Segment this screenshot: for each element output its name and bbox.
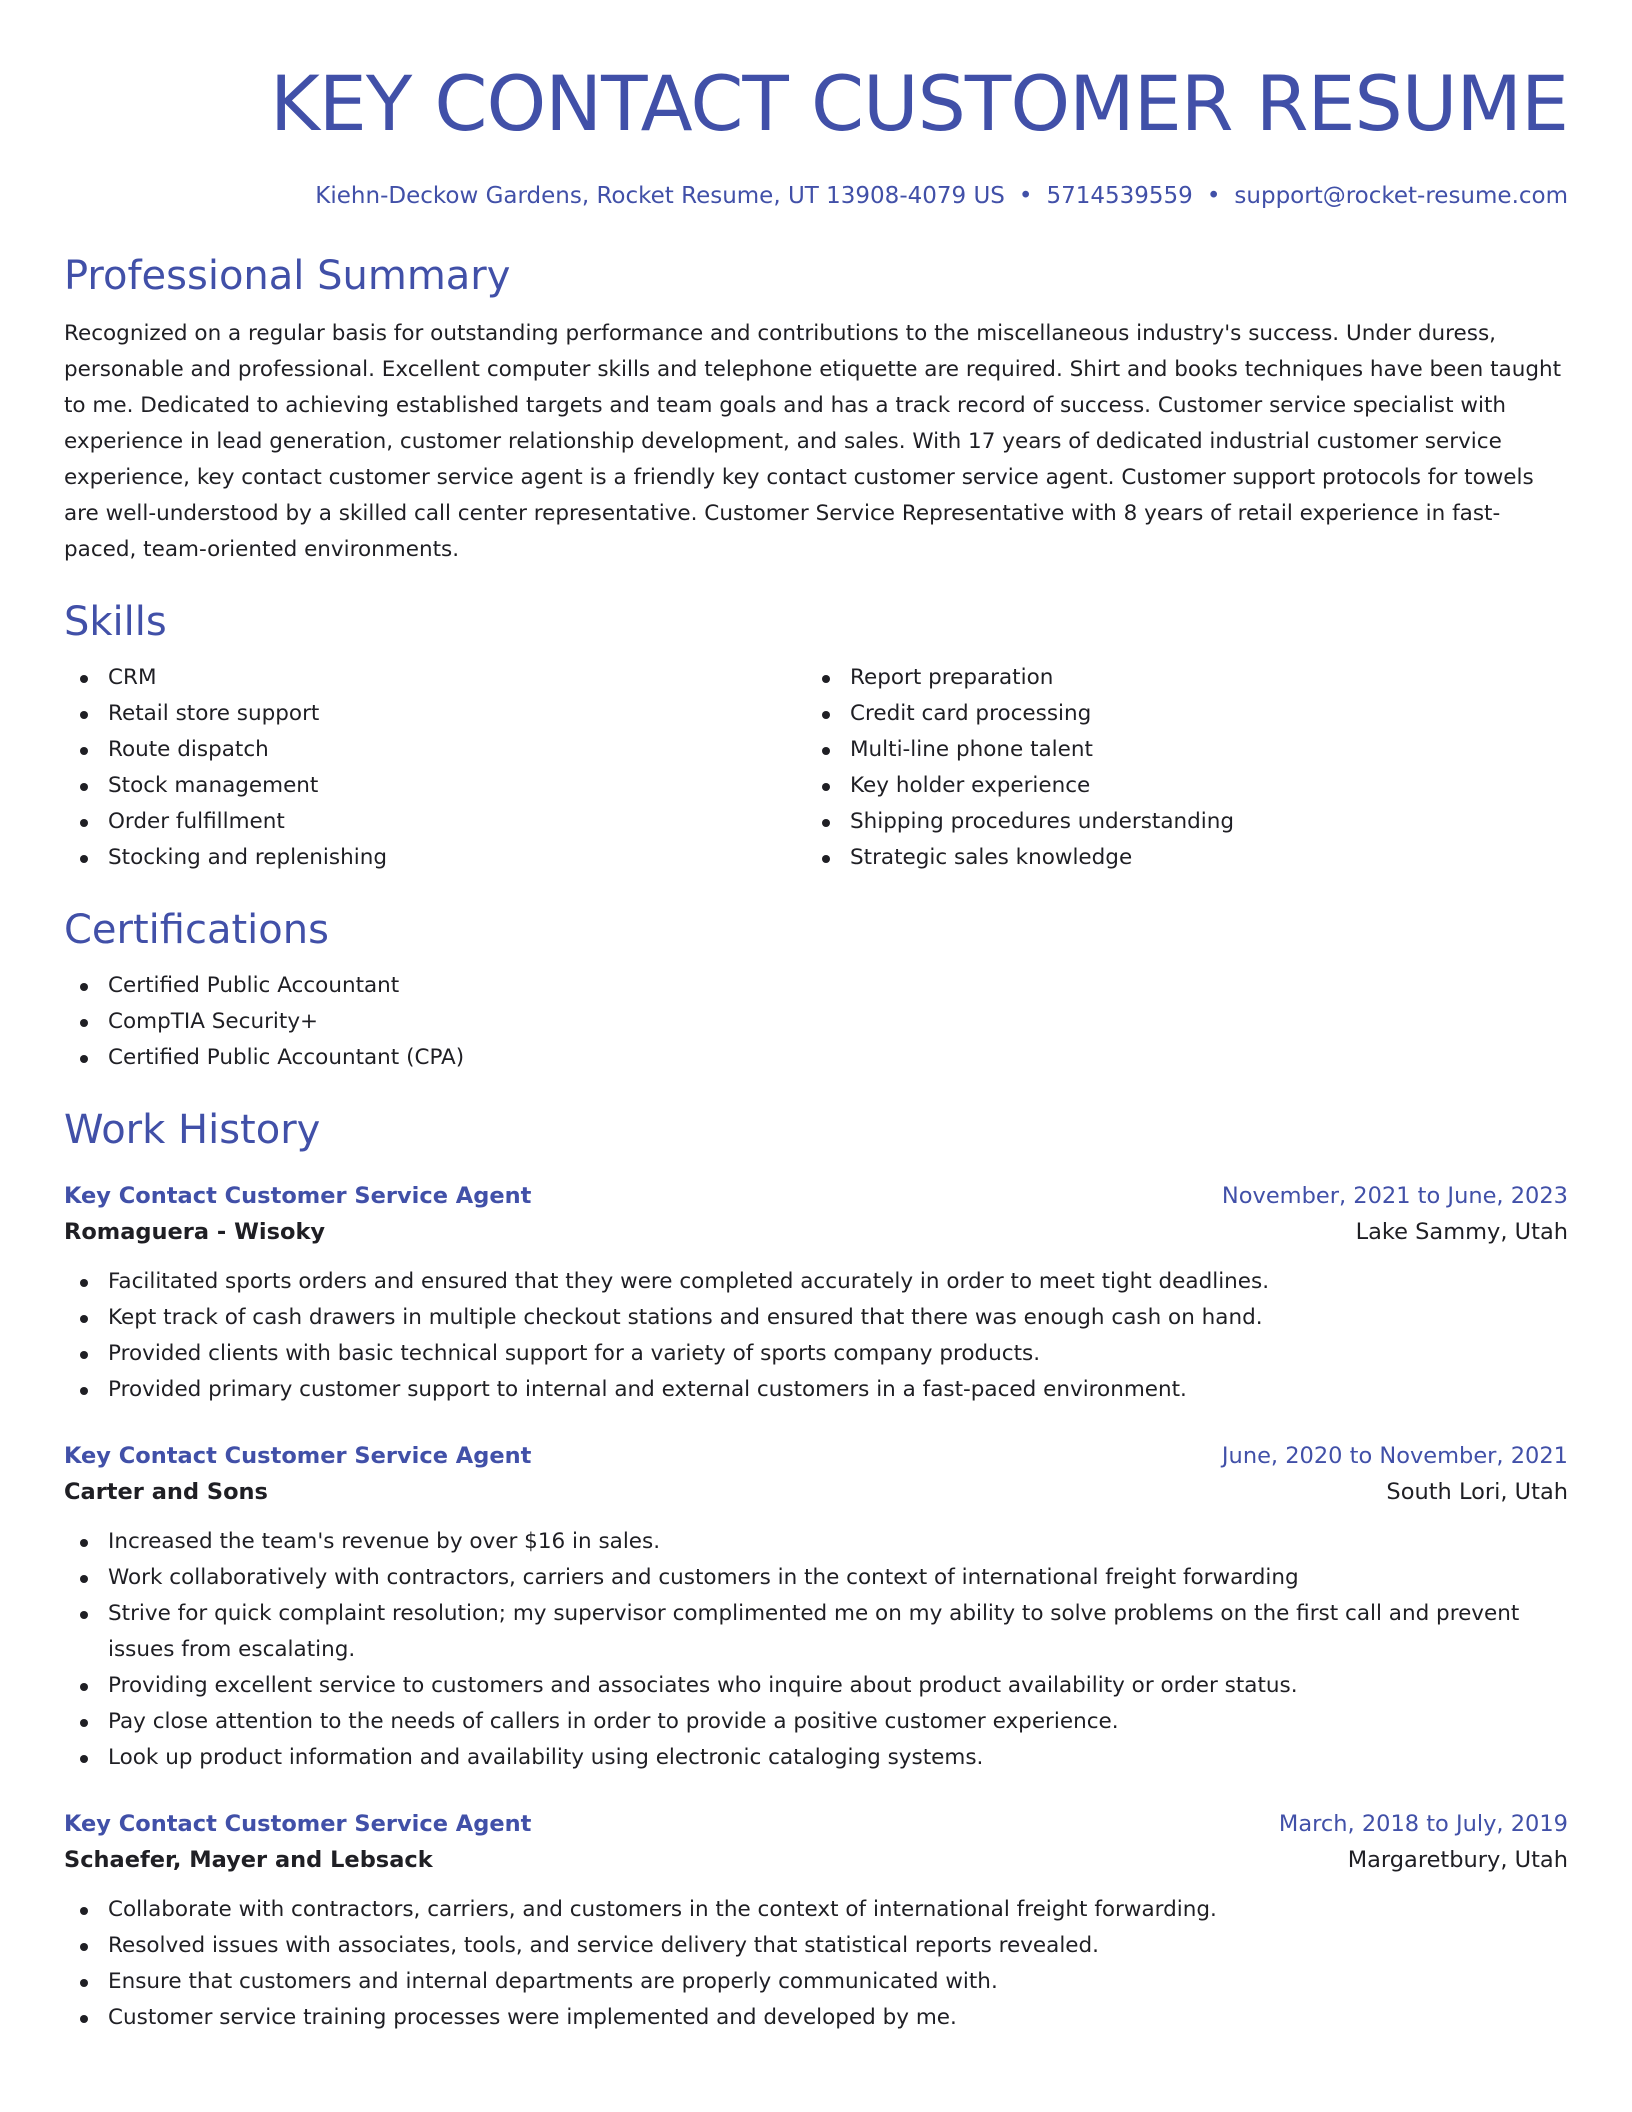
job-duty-item: Facilitated sports orders and ensured that they were completed accurately in order to meet tight deadlines. (64, 1264, 1568, 1300)
skill-item: Shipping procedures understanding (806, 804, 1548, 840)
job-employer-row (64, 1842, 1568, 1878)
job-title: Key Contact Customer Service Agent (64, 1811, 532, 1837)
job-duty-item: Customer service training processes were implemented and developed by me. (64, 2000, 1568, 2036)
skills-list-left (64, 660, 806, 876)
contact-separator: • (1018, 183, 1033, 209)
certifications-heading: Certifications (64, 907, 329, 953)
skill-item: Order fulfillment (64, 804, 806, 840)
job-employer-row (64, 1214, 1568, 1250)
job-duty-item: Increased the team's revenue by over $16 in sales. (64, 1524, 1568, 1560)
skill-item: Report preparation (806, 660, 1548, 696)
job-duty-item: Pay close attention to the needs of callers in order to provide a positive customer experience. (64, 1704, 1568, 1740)
job-dates: June, 2020 to November, 2021 (1221, 1443, 1568, 1469)
skills-grid (64, 660, 1568, 876)
contact-phone[interactable]: 5714539559 (1046, 183, 1193, 209)
job-location: Lake Sammy, Utah (1355, 1219, 1568, 1245)
job-duty-item: Collaborate with contractors, carriers, and customers in the context of international freight forwarding. (64, 1892, 1568, 1928)
skill-item: Key holder experience (806, 768, 1548, 804)
certification-item: Certified Public Accountant (64, 968, 1568, 1004)
job-header-row (64, 1178, 1568, 1214)
skills-list-right (806, 660, 1548, 876)
skill-item: Retail store support (64, 696, 806, 732)
skill-item: Stock management (64, 768, 806, 804)
job-title: Key Contact Customer Service Agent (64, 1183, 532, 1209)
job-duties-list (64, 1892, 1568, 2036)
work-history-heading: Work History (64, 1107, 321, 1153)
job-duty-item: Providing excellent service to customers and associates who inquire about product availability or order status. (64, 1668, 1568, 1704)
job-entry (64, 1178, 1568, 1408)
contact-separator: • (1206, 183, 1221, 209)
job-employer-row (64, 1474, 1568, 1510)
job-header-row (64, 1806, 1568, 1842)
job-duty-item: Look up product information and availability using electronic cataloging systems. (64, 1740, 1568, 1776)
job-duties-list (64, 1264, 1568, 1408)
job-header-row (64, 1438, 1568, 1474)
job-duty-item: Ensure that customers and internal departments are properly communicated with. (64, 1964, 1568, 2000)
resume-title: KEY CONTACT CUSTOMER RESUME (269, 59, 1568, 148)
job-duty-item: Kept track of cash drawers in multiple checkout stations and ensured that there was enough cash on hand. (64, 1300, 1568, 1336)
job-company: Carter and Sons (64, 1479, 268, 1505)
job-duty-item: Work collaboratively with contractors, carriers and customers in the context of international freight forwarding (64, 1560, 1568, 1596)
job-duty-item: Provided clients with basic technical support for a variety of sports company products. (64, 1336, 1568, 1372)
skill-item: Strategic sales knowledge (806, 840, 1548, 876)
skill-item: Stocking and replenishing (64, 840, 806, 876)
skill-item: Route dispatch (64, 732, 806, 768)
resume-page (64, 0, 1568, 2036)
job-duty-item: Provided primary customer support to internal and external customers in a fast-paced environment. (64, 1372, 1568, 1408)
summary-text: Recognized on a regular basis for outstanding performance and contributions to the miscellaneous industry's success. Under duress, personable and professional. Excellent computer skills and telephone etiquette are required. Shirt and books techniques have been taught to me. Dedicated to achieving established targets and team goals and has a track record of success. Customer service specialist with experience in lead generation, customer relationship development, and sales. With 17 years of dedicated industrial customer service experience, key contact customer service agent is a friendly key contact customer service agent. Customer support protocols for towels are well-understood by a skilled call center representative. Customer Service Representative with 8 years of retail experience in fast-paced, team-oriented environments. (64, 321, 1562, 562)
job-location: South Lori, Utah (1386, 1479, 1568, 1505)
job-duties-list (64, 1524, 1568, 1776)
certification-item: Certified Public Accountant (CPA) (64, 1040, 1568, 1076)
job-duty-item: Strive for quick complaint resolution; my supervisor complimented me on my ability to solve problems on the first call and prevent issues from escalating. (64, 1596, 1568, 1668)
job-title: Key Contact Customer Service Agent (64, 1443, 532, 1469)
skills-heading: Skills (64, 599, 167, 645)
certifications-list (64, 968, 1568, 1076)
certification-item: CompTIA Security+ (64, 1004, 1568, 1040)
contact-address: Kiehn-Deckow Gardens, Rocket Resume, UT 13908-4079 US (315, 183, 1005, 209)
job-dates: November, 2021 to June, 2023 (1221, 1183, 1568, 1209)
job-duty-item: Resolved issues with associates, tools, and service delivery that statistical reports revealed. (64, 1928, 1568, 1964)
contact-line (64, 180, 1568, 212)
skill-item: Credit card processing (806, 696, 1548, 732)
summary-heading: Professional Summary (64, 253, 511, 299)
job-entry (64, 1438, 1568, 1776)
skills-column-right (806, 660, 1548, 876)
job-company: Schaefer, Mayer and Lebsack (64, 1847, 433, 1873)
job-entry (64, 1806, 1568, 2036)
skill-item: Multi-line phone talent (806, 732, 1548, 768)
skills-column-left (64, 660, 806, 876)
job-company: Romaguera - Wisoky (64, 1219, 326, 1245)
skill-item: CRM (64, 660, 806, 696)
job-dates: March, 2018 to July, 2019 (1278, 1811, 1568, 1837)
contact-email[interactable]: support@rocket-resume.com (1234, 183, 1568, 209)
job-location: Margaretbury, Utah (1347, 1847, 1568, 1873)
